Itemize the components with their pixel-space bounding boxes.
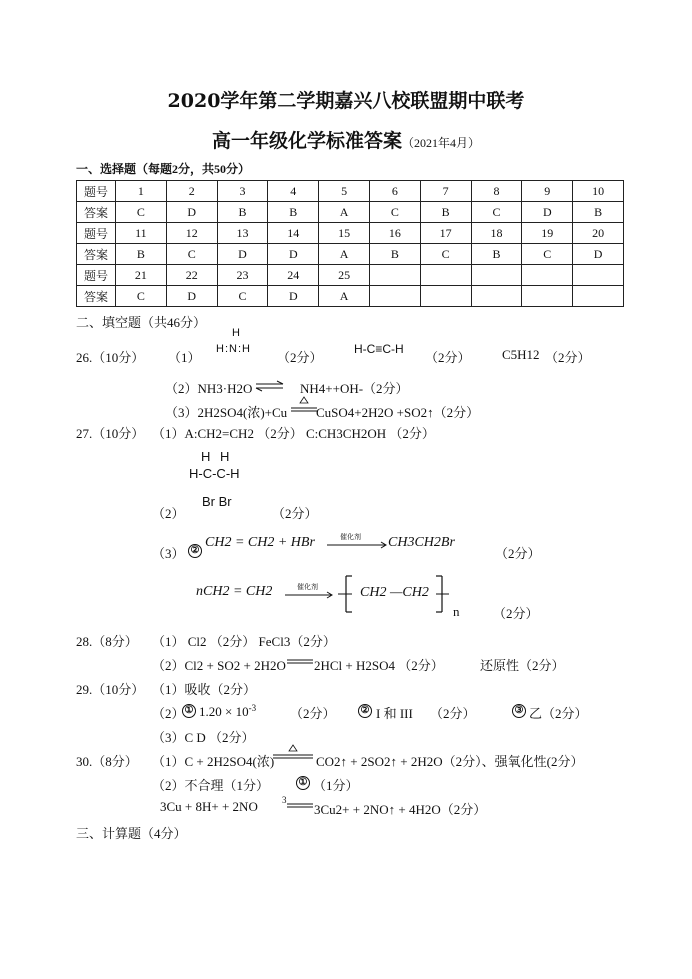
equals-icon (286, 658, 314, 666)
table-row (77, 181, 624, 202)
reaction2-left: nCH2 = CH2 (196, 584, 273, 599)
q27-reaction2-score: （2分） (493, 606, 539, 621)
q30-part2: （2）不合理（1分） (152, 778, 270, 793)
question-number-cell (573, 265, 624, 286)
q27-heading: 27.（10分） (76, 426, 145, 441)
question-number-cell: 24 (268, 265, 319, 286)
table-row (77, 286, 624, 307)
page-subtitle (0, 126, 692, 153)
q27-part3: （3） (152, 546, 185, 561)
q29-part1: （1）吸收（2分） (152, 682, 257, 697)
question-number-cell: 12 (166, 223, 217, 244)
question-number-cell: 4 (268, 181, 319, 202)
dibromo-bottom-br: Br Br (202, 494, 232, 509)
section-choice-heading: 一、选择题（每题2分，共50分） (76, 162, 251, 176)
q28-part2-right: 2HCl + H2SO4 （2分） (314, 658, 444, 673)
q26-part3-right: CuSO4+2H2O +SO2↑（2分） (316, 405, 480, 420)
question-number-cell: 1 (116, 181, 167, 202)
answer-cell: C (522, 244, 573, 265)
answer-cell: D (268, 244, 319, 265)
answer-cell: D (166, 202, 217, 223)
q27-part2: （2） (152, 506, 185, 521)
question-number-cell: 22 (166, 265, 217, 286)
acetylene-structure: H-C≡C-H (354, 342, 404, 356)
q26-score3: （2分） (545, 350, 591, 365)
answer-cell (522, 286, 573, 307)
circle-3: ③ (512, 704, 526, 718)
answer-cell: A (319, 286, 370, 307)
q29-value3: 乙（2分） (529, 706, 588, 721)
answer-cell (420, 286, 471, 307)
q29-score2: （2分） (430, 706, 476, 721)
row-label-number: 题号 (77, 265, 116, 286)
reaction1-left: CH2 = CH2 + HBr (205, 535, 315, 550)
answer-cell: A (319, 202, 370, 223)
circle-1: ① (182, 704, 196, 718)
polymer-n: n (453, 604, 460, 619)
answer-cell: B (573, 202, 624, 223)
answer-cell: B (217, 202, 268, 223)
question-number-cell: 18 (471, 223, 522, 244)
q27-part2-score: （2分） (272, 506, 318, 521)
answer-cell: A (319, 244, 370, 265)
question-number-cell: 5 (319, 181, 370, 202)
answer-cell (573, 286, 624, 307)
question-number-cell: 21 (116, 265, 167, 286)
q29-part3: （3）C D （2分） (152, 730, 255, 745)
reversible-arrow-icon (255, 380, 285, 392)
question-number-cell: 11 (116, 223, 167, 244)
question-number-cell: 7 (420, 181, 471, 202)
subtitle-date: （2021年4月） (402, 136, 481, 150)
page-title: 2020学年第二学期嘉兴八校联盟期中联考 (167, 90, 525, 112)
subtitle-text: 高一年级化学标准答案 (211, 130, 402, 152)
answer-cell (369, 286, 420, 307)
q30-part3-left: 3Cu + 8H+ + 2NO (160, 799, 258, 814)
answer-cell: C (420, 244, 471, 265)
q27-reaction1-score: （2分） (495, 546, 541, 561)
answer-cell: C (116, 202, 167, 223)
table-row (77, 265, 624, 286)
question-number-cell: 17 (420, 223, 471, 244)
answer-cell: B (369, 244, 420, 265)
question-number-cell: 20 (573, 223, 624, 244)
answer-cell: C (217, 286, 268, 307)
answer-cell: D (268, 286, 319, 307)
q26-part3-left: （3）2H2SO4(浓)+Cu (165, 405, 288, 420)
q30-heading: 30.（8分） (76, 754, 138, 769)
heat-equals-icon (272, 744, 314, 762)
q29-value1-base: 1.20 × 10 (199, 704, 249, 719)
row-label-answer: 答案 (77, 244, 116, 265)
q29-value1 (199, 703, 256, 720)
circle-1b: ① (296, 776, 310, 790)
question-number-cell: 13 (217, 223, 268, 244)
q29-heading: 29.（10分） (76, 682, 145, 697)
answer-cell: D (166, 286, 217, 307)
question-number-cell: 25 (319, 265, 370, 286)
reaction2-right: CH2 —CH2 (360, 585, 429, 600)
reaction1-right: CH3CH2Br (388, 535, 455, 550)
q27-part1: （1）A:CH2=CH2 （2分） C:CH3CH2OH （2分） (152, 426, 435, 441)
q29-value2: I 和 III (376, 706, 413, 721)
q26-score2: （2分） (425, 350, 471, 365)
answer-cell: B (116, 244, 167, 265)
q26-heading: 26.（10分） (76, 350, 145, 365)
dibromo-chain: H-C-C-H (189, 466, 240, 481)
answer-cell: D (573, 244, 624, 265)
table-row (77, 202, 624, 223)
answer-cell: C (166, 244, 217, 265)
question-number-cell (369, 265, 420, 286)
question-number-cell (420, 265, 471, 286)
nh3-structure: H:N:H (216, 343, 251, 355)
answer-cell: B (471, 244, 522, 265)
question-number-cell: 15 (319, 223, 370, 244)
answer-cell: B (268, 202, 319, 223)
q26-part1: （1） (168, 350, 201, 365)
row-label-answer: 答案 (77, 286, 116, 307)
q29-value1-exp: -3 (248, 703, 257, 713)
question-number-cell: 10 (573, 181, 624, 202)
question-number-cell: 6 (369, 181, 420, 202)
table-row (77, 244, 624, 265)
question-number-cell (522, 265, 573, 286)
q30-part3-right: 3Cu2+ + 2NO↑ + 4H2O（2分） (314, 802, 487, 817)
question-number-cell (471, 265, 522, 286)
answer-cell: C (116, 286, 167, 307)
answer-cell (471, 286, 522, 307)
circle-2: ② (188, 544, 202, 558)
catalyst-label-2: 催化剂 (297, 583, 318, 591)
row-label-number: 题号 (77, 223, 116, 244)
table-row (77, 223, 624, 244)
answer-cell: D (522, 202, 573, 223)
q30-part1-left: （1）C + 2H2SO4(浓) (152, 754, 275, 769)
answer-cell: C (471, 202, 522, 223)
q28-part2-property: 还原性（2分） (480, 658, 565, 673)
question-number-cell: 9 (522, 181, 573, 202)
equals-icon (286, 802, 314, 810)
question-number-cell: 19 (522, 223, 573, 244)
arrow-icon (326, 541, 388, 549)
heat-equals-icon (290, 396, 318, 414)
q26-part2-right: NH4++OH-（2分） (300, 381, 409, 396)
section-calc-heading: 三、计算题（4分） (76, 826, 187, 841)
question-number-cell: 16 (369, 223, 420, 244)
nh3-top-h: H (232, 327, 240, 339)
q29-part2: （2） (152, 706, 185, 721)
question-number-cell: 23 (217, 265, 268, 286)
circle-2b: ② (358, 704, 372, 718)
q30-part2-score: （1分） (313, 778, 359, 793)
q30-part1-right: CO2↑ + 2SO2↑ + 2H2O（2分）、强氧化性(2分） (316, 754, 584, 769)
answer-table (76, 180, 624, 307)
question-number-cell: 3 (217, 181, 268, 202)
question-number-cell: 2 (166, 181, 217, 202)
q26-part2-left: （2）NH3·H2O (165, 381, 253, 396)
section-fill-heading: 二、填空题（共46分） (76, 315, 207, 330)
row-label-answer: 答案 (77, 202, 116, 223)
row-label-number: 题号 (77, 181, 116, 202)
q28-heading: 28.（8分） (76, 634, 138, 649)
question-number-cell: 14 (268, 223, 319, 244)
q28-part1: （1） Cl2 （2分） FeCl3（2分） (152, 634, 336, 649)
catalyst-label-1: 催化剂 (340, 533, 361, 541)
question-number-cell: 8 (471, 181, 522, 202)
q29-score1: （2分） (290, 706, 336, 721)
q26-score1: （2分） (277, 350, 323, 365)
answer-cell: C (369, 202, 420, 223)
answer-cell: B (420, 202, 471, 223)
dibromo-top-h: H H (201, 449, 233, 464)
q28-part2-left: （2）Cl2 + SO2 + 2H2O (152, 658, 286, 673)
pentane-formula: C5H12 (502, 347, 540, 362)
answer-cell: D (217, 244, 268, 265)
arrow-icon (284, 591, 334, 599)
